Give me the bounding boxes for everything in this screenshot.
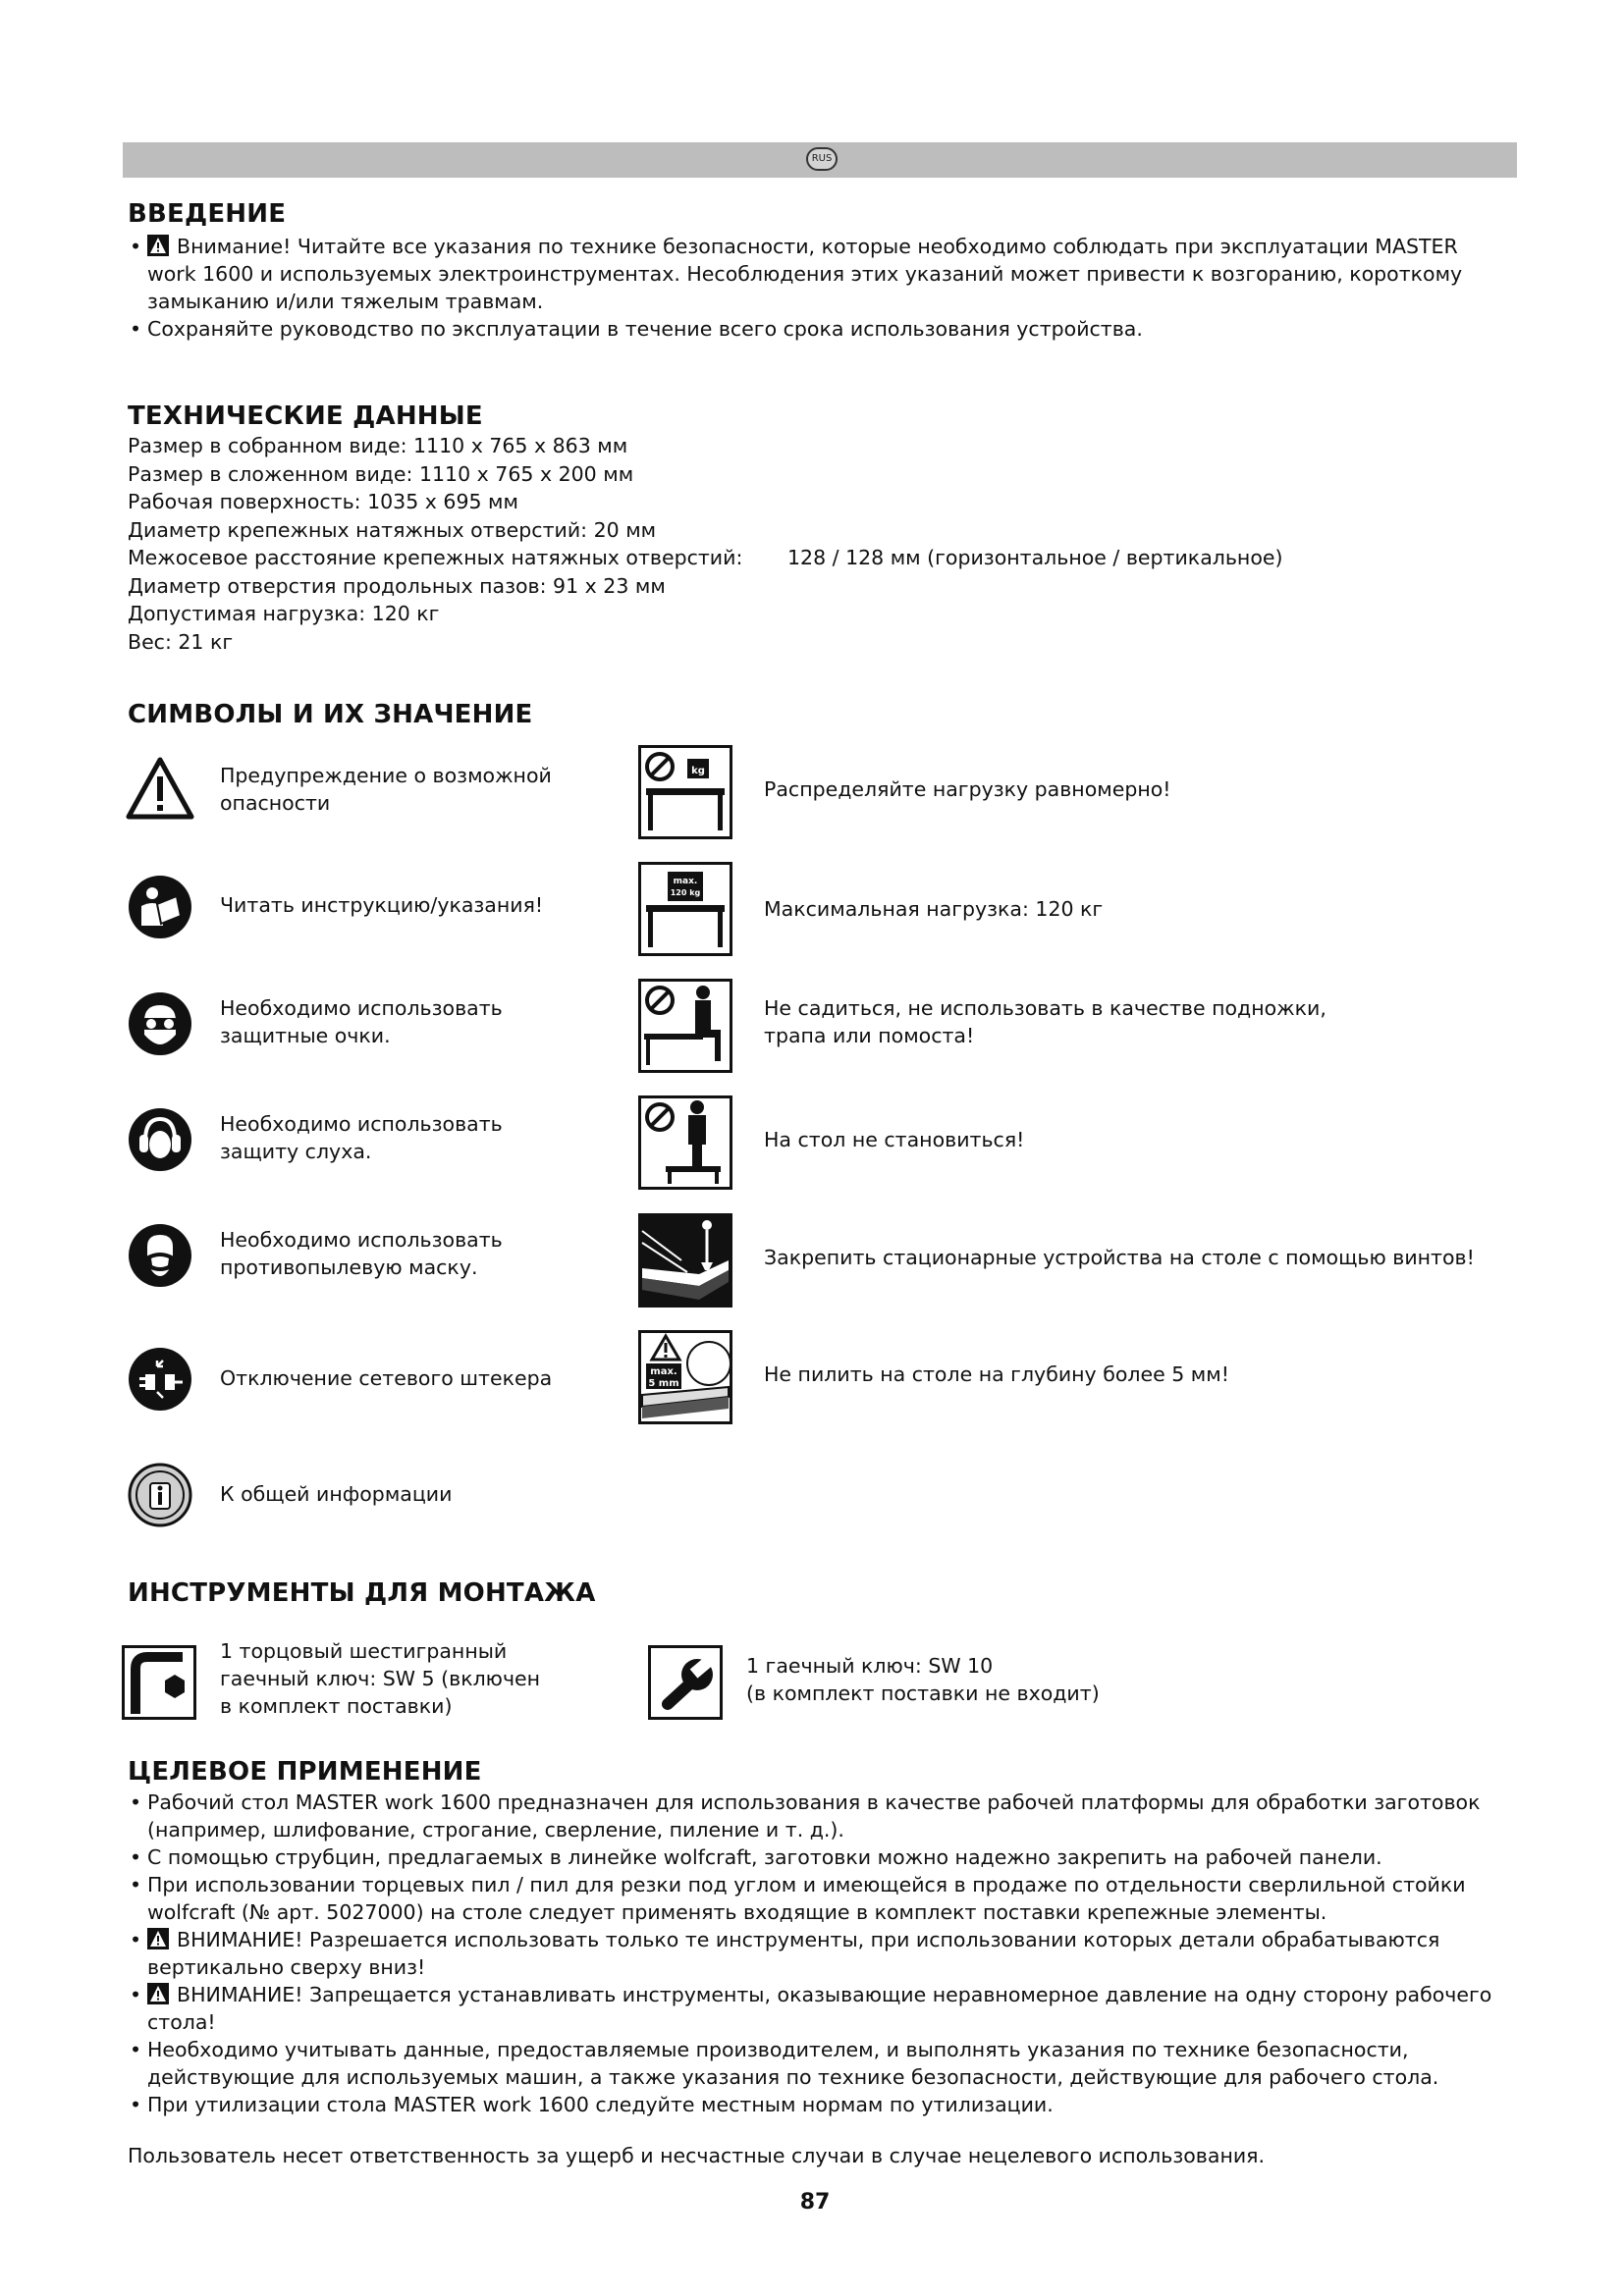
warning-icon	[147, 235, 169, 256]
svg-text:max.: max.	[673, 877, 698, 886]
max-load-icon	[638, 862, 732, 956]
warning-icon	[147, 1928, 169, 1949]
no-standing-icon	[638, 1095, 732, 1190]
hex-key-icon	[122, 1645, 196, 1720]
tech-data	[128, 432, 1283, 656]
tech-heading: ТЕХНИЧЕСКИЕ ДАННЫЕ	[128, 401, 483, 431]
usage-item: • ВНИМАНИЕ! Запрещается устанавливать инструменты, оказывающие неравномерное давление на одну сторону рабочего стола!	[128, 1981, 1492, 2036]
usage-item: • ВНИМАНИЕ! Разрешается использовать только те инструменты, при использовании которых детали обрабатываются вертикально сверху вниз!	[128, 1926, 1492, 1981]
warning-triangle-icon	[126, 757, 194, 820]
symbol-text: К общей информации	[220, 1482, 453, 1506]
intro-list	[128, 233, 1483, 343]
intro-heading: ВВЕДЕНИЕ	[128, 199, 287, 229]
symbol-text: Читать инструкцию/указания!	[220, 893, 544, 917]
tech-row: Допустимая нагрузка: 120 кг	[128, 602, 440, 625]
tech-row: Вес: 21 кг	[128, 629, 234, 654]
symbols-heading: СИМВОЛЫ И ИХ ЗНАЧЕНИЕ	[128, 700, 533, 729]
usage-item: • Необходимо учитывать данные, предоставляемые производителем, и выполнять указания по технике безопасности, действующие для используемых машин, а также указания по технике безопасности, действующие для рабочего стола.	[128, 2036, 1492, 2091]
distribute-load-icon	[638, 745, 732, 839]
intro-item: • Сохраняйте руководство по эксплуатации в течение всего срока использования устройства.	[128, 315, 1483, 343]
intro-item: • Внимание! Читайте все указания по технике безопасности, которые необходимо соблюдать при эксплуатации MASTER work 1600 и используемых электроинструментах. Несоблюдения этих указаний может привести к возгоранию, короткому замыканию и/или тяжелым травмам.	[128, 233, 1483, 315]
liability-note: Пользователь несет ответственность за ущерб и несчастные случаи в случае нецелевого использования.	[128, 2144, 1266, 2167]
svg-text:max.: max.	[650, 1366, 677, 1377]
symbol-text: Распределяйте нагрузку равномерно!	[764, 777, 1171, 801]
saw-depth-icon	[638, 1330, 732, 1424]
tools-heading: ИНСТРУМЕНТЫ ДЛЯ МОНТАЖА	[128, 1578, 596, 1608]
unplug-icon	[128, 1347, 192, 1412]
usage-heading: ЦЕЛЕВОЕ ПРИМЕНЕНИЕ	[128, 1757, 482, 1787]
hex-key-text: 1 торцовый шестигранный гаечный ключ: SW 5 (включен в комплект поставки)	[220, 1639, 541, 1718]
svg-text:kg: kg	[691, 766, 705, 776]
tech-row: Межосевое расстояние крепежных натяжных отверстий: 128 / 128 мм (горизонтальное / вертикальное)	[128, 544, 742, 572]
tech-row: Размер в сложенном виде: 1110 x 765 x 200 мм	[128, 461, 634, 486]
read-manual-icon	[128, 875, 192, 939]
symbol-text: Необходимо использовать защитные очки.	[220, 996, 503, 1047]
symbol-text: Закрепить стационарные устройства на столе с помощью винтов!	[764, 1246, 1475, 1269]
page-number: 87	[799, 2190, 831, 2215]
symbol-text: Максимальная нагрузка: 120 кг	[764, 897, 1104, 921]
symbol-text: Предупреждение о возможной опасности	[220, 764, 552, 815]
language-badge: RUS	[806, 147, 838, 171]
info-icon	[128, 1463, 192, 1527]
spacing-value: 128 / 128 мм (горизонтальное / вертикальное)	[787, 546, 1283, 569]
tech-row: Размер в собранном виде: 1110 x 765 x 863 мм	[128, 434, 628, 457]
symbol-text: Отключение сетевого штекера	[220, 1366, 553, 1390]
svg-text:120 kg: 120 kg	[670, 888, 701, 897]
svg-text:5 mm: 5 mm	[648, 1378, 679, 1389]
symbol-text: Не пилить на столе на глубину более 5 мм!	[764, 1362, 1229, 1386]
usage-item: • С помощью струбцин, предлагаемых в линейке wolfcraft, заготовки можно надежно закрепить на рабочей панели.	[128, 1843, 1492, 1871]
tech-row: Диаметр крепежных натяжных отверстий: 20 мм	[128, 517, 657, 542]
symbol-text: Необходимо использовать защиту слуха.	[220, 1112, 503, 1163]
screw-fix-icon	[638, 1213, 732, 1308]
no-sitting-icon	[638, 979, 732, 1073]
wrench-icon	[648, 1645, 723, 1720]
usage-list	[128, 1789, 1492, 2118]
usage-item: • При использовании торцевых пил / пил для резки под углом и имеющейся в продаже по отдельности сверлильной стойки wolfcraft (№ арт. 5027000) на столе следует применять входящие в комплект поставки крепежные элементы.	[128, 1871, 1492, 1926]
tech-row: Диаметр отверстия продольных пазов: 91 x 23 мм	[128, 573, 666, 598]
safety-goggles-icon	[128, 991, 192, 1056]
symbol-text: Не садиться, не использовать в качестве подножки, трапа или помоста!	[764, 996, 1326, 1047]
usage-item: • Рабочий стол MASTER work 1600 предназначен для использования в качестве рабочей платформы для обработки заготовок (например, шлифование, строгание, сверление, пиление и т. д.).	[128, 1789, 1492, 1843]
usage-item: • При утилизации стола MASTER work 1600 следуйте местным нормам по утилизации.	[128, 2091, 1492, 2118]
ear-protection-icon	[128, 1107, 192, 1172]
header-bar	[123, 142, 1517, 178]
warning-icon	[147, 1983, 169, 2004]
wrench-text: 1 гаечный ключ: SW 10 (в комплект поставки не входит)	[746, 1654, 1100, 1705]
symbol-text: Необходимо использовать противопылевую маску.	[220, 1228, 503, 1279]
tech-row: Рабочая поверхность: 1035 x 695 мм	[128, 490, 518, 513]
symbol-text: На стол не становиться!	[764, 1128, 1025, 1151]
dust-mask-icon	[128, 1223, 192, 1288]
